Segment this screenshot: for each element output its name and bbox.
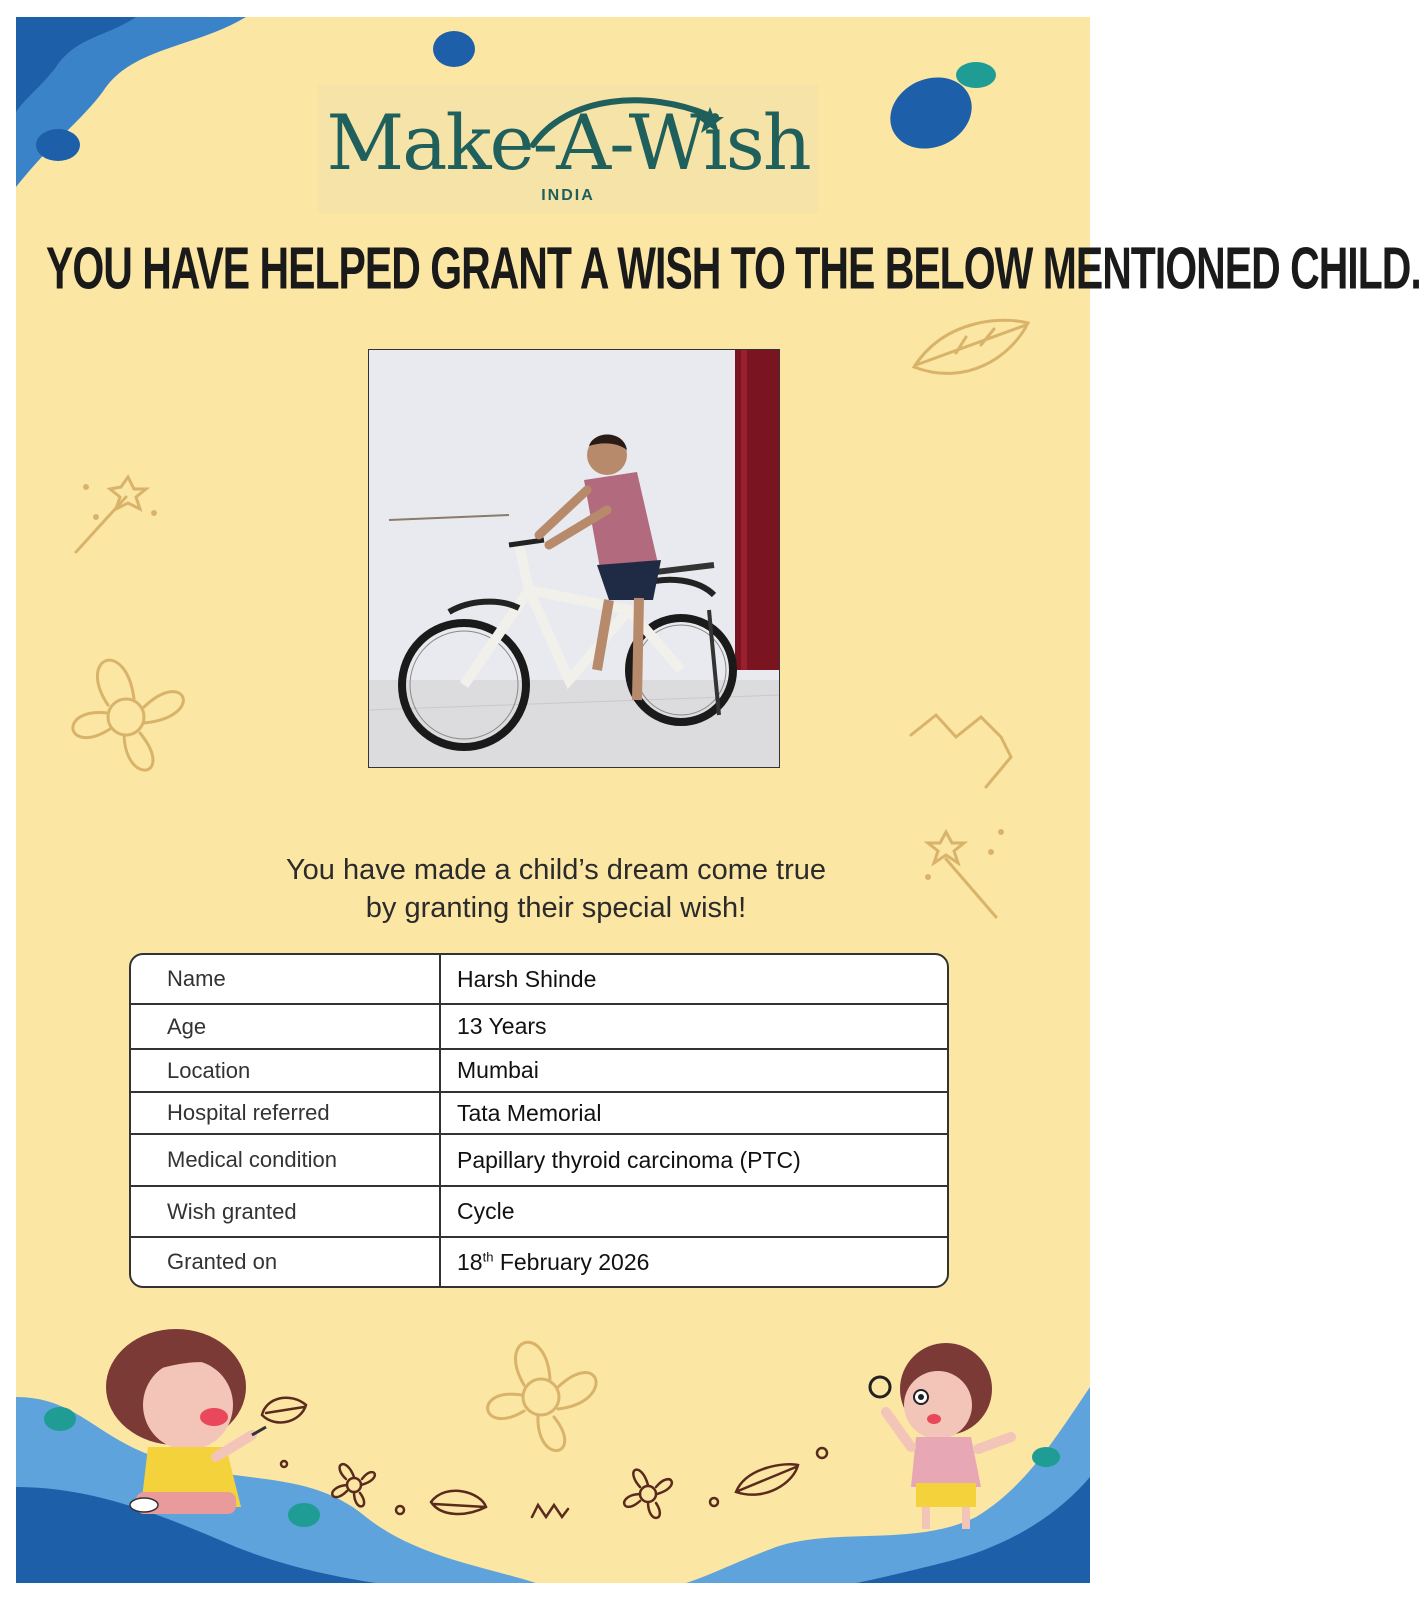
value-name: Harsh Shinde: [441, 955, 947, 1005]
value-granted: [441, 1238, 947, 1286]
granted-day-suffix: th: [482, 1248, 494, 1264]
label-location: Location: [131, 1050, 441, 1093]
label-name: Name: [131, 955, 441, 1005]
label-wish: Wish granted: [131, 1187, 441, 1238]
make-a-wish-logo: [318, 85, 818, 213]
certificate-card: [16, 17, 1421, 1583]
child-photo: [368, 349, 780, 768]
page-headline: YOU HAVE HELPED GRANT A WISH TO THE BELOW MENTIONED CHILD.: [46, 235, 1421, 302]
table-row-hospital: [131, 1093, 947, 1135]
value-hospital: Tata Memorial: [441, 1093, 947, 1135]
value-condition: Papillary thyroid carcinoma (PTC): [441, 1135, 947, 1187]
table-row-wish: [131, 1187, 947, 1238]
value-wish: Cycle: [441, 1187, 947, 1238]
thank-you-message: [166, 851, 946, 927]
value-location: Mumbai: [441, 1050, 947, 1093]
granted-day: 18: [457, 1248, 483, 1275]
table-row-name: [131, 955, 947, 1005]
wish-details-table: [129, 953, 949, 1288]
label-age: Age: [131, 1005, 441, 1050]
table-row-condition: [131, 1135, 947, 1187]
logo-wordmark: Make-A-Wish: [326, 98, 810, 187]
label-condition: Medical condition: [131, 1135, 441, 1187]
table-row-location: [131, 1050, 947, 1093]
label-granted: Granted on: [131, 1238, 441, 1286]
granted-month-year: February 2026: [493, 1248, 650, 1275]
table-row-granted: [131, 1238, 947, 1286]
message-line-1: You have made a child’s dream come true: [285, 854, 827, 886]
message-line-2: by granting their special wish!: [365, 892, 747, 924]
value-age: 13 Years: [441, 1005, 947, 1050]
child-with-bicycle-image: [369, 350, 779, 767]
table-row-age: [131, 1005, 947, 1050]
logo-region: INDIA: [541, 187, 595, 204]
label-hospital: Hospital referred: [131, 1093, 441, 1135]
